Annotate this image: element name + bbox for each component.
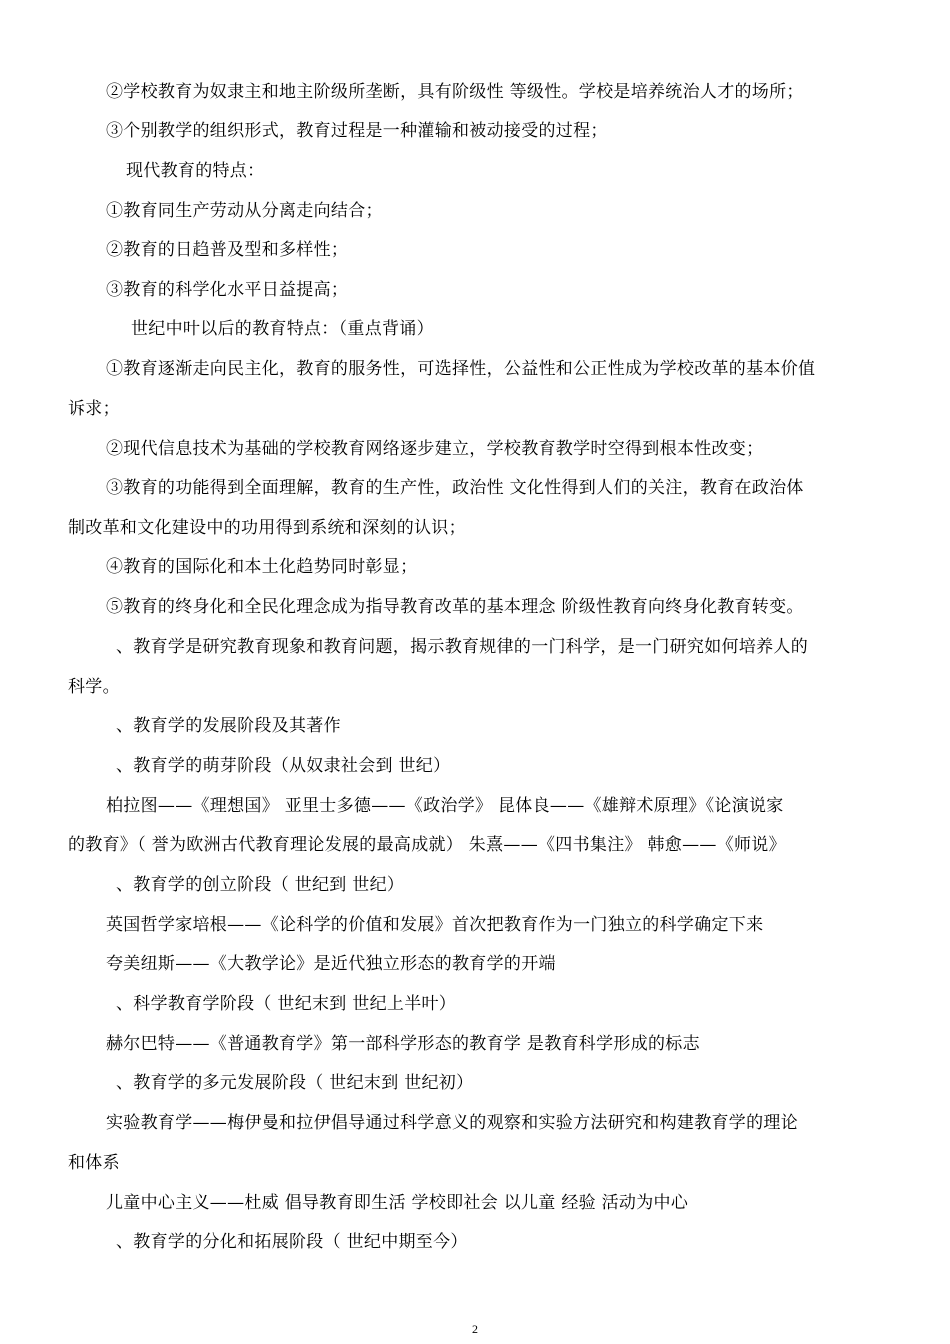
text-line: ④教育的国际化和本土化趋势同时彰显； [106,557,418,577]
text-line: 的教育》（ 誉为欧洲古代教育理论发展的最高成就） 朱熹——《四书集注》 韩愈——《师说》 [68,835,786,855]
section-heading: 、教育学的萌芽阶段（从奴隶社会到 世纪） [116,756,451,776]
text-line: 、教育学是研究教育现象和教育问题，揭示教育规律的一门科学，是一门研究如何培养人的 [116,637,808,657]
text-line: ②现代信息技术为基础的学校教育网络逐步建立，学校教育教学时空得到根本性改变； [106,439,764,459]
section-heading: 、教育学的多元发展阶段（ 世纪末到 世纪初） [116,1073,474,1093]
text-line: 科学。 [68,677,120,697]
section-heading: 现代教育的特点： [126,161,265,181]
text-line: ③个别教学的组织形式，教育过程是一种灌输和被动接受的过程； [106,121,608,141]
text-line: 和体系 [68,1153,120,1173]
section-heading: 、教育学的发展阶段及其著作 [116,716,341,736]
text-line: ③教育的科学化水平日益提高； [106,280,349,300]
text-line: 实验教育学——梅伊曼和拉伊倡导通过科学意义的观察和实验方法研究和构建教育学的理论 [106,1113,798,1133]
text-line: 诉求； [68,399,120,419]
text-line: ②学校教育为奴隶主和地主阶级所垄断，具有阶级性 等级性。学校是培养统治人才的场所； [106,82,804,102]
page-number: 2 [472,1322,478,1336]
text-line: ①教育逐渐走向民主化，教育的服务性，可选择性，公益性和公正性成为学校改革的基本价值 [106,359,816,379]
section-heading: 、教育学的分化和拓展阶段（ 世纪中期至今） [116,1232,468,1252]
text-line: ②教育的日趋普及型和多样性； [106,240,349,260]
text-line: 夸美纽斯——《大教学论》是近代独立形态的教育学的开端 [106,954,556,974]
text-line: 赫尔巴特——《普通教育学》第一部科学形态的教育学 是教育科学形成的标志 [106,1034,700,1054]
text-line: 柏拉图——《理想国》 亚里士多德——《政治学》 昆体良——《雄辩术原理》《论演说家 [106,796,784,816]
section-heading: 世纪中叶以后的教育特点：（重点背诵） [131,319,434,339]
section-heading: 、教育学的创立阶段（ 世纪到 世纪） [116,875,405,895]
text-line: 制改革和文化建设中的功用得到系统和深刻的认识； [68,518,466,538]
text-line: 儿童中心主义——杜威 倡导教育即生活 学校即社会 以儿童 经验 活动为中心 [106,1193,689,1213]
text-line: ⑤教育的终身化和全民化理念成为指导教育改革的基本理念 阶级性教育向终身化教育转变。 [106,597,804,617]
text-line: ③教育的功能得到全面理解，教育的生产性，政治性 文化性得到人们的关注，教育在政治体 [106,478,804,498]
text-line: 英国哲学家培根——《论科学的价值和发展》首次把教育作为一门独立的科学确定下来 [106,915,764,935]
section-heading: 、科学教育学阶段（ 世纪末到 世纪上半叶） [116,994,457,1014]
text-line: ①教育同生产劳动从分离走向结合； [106,201,383,221]
